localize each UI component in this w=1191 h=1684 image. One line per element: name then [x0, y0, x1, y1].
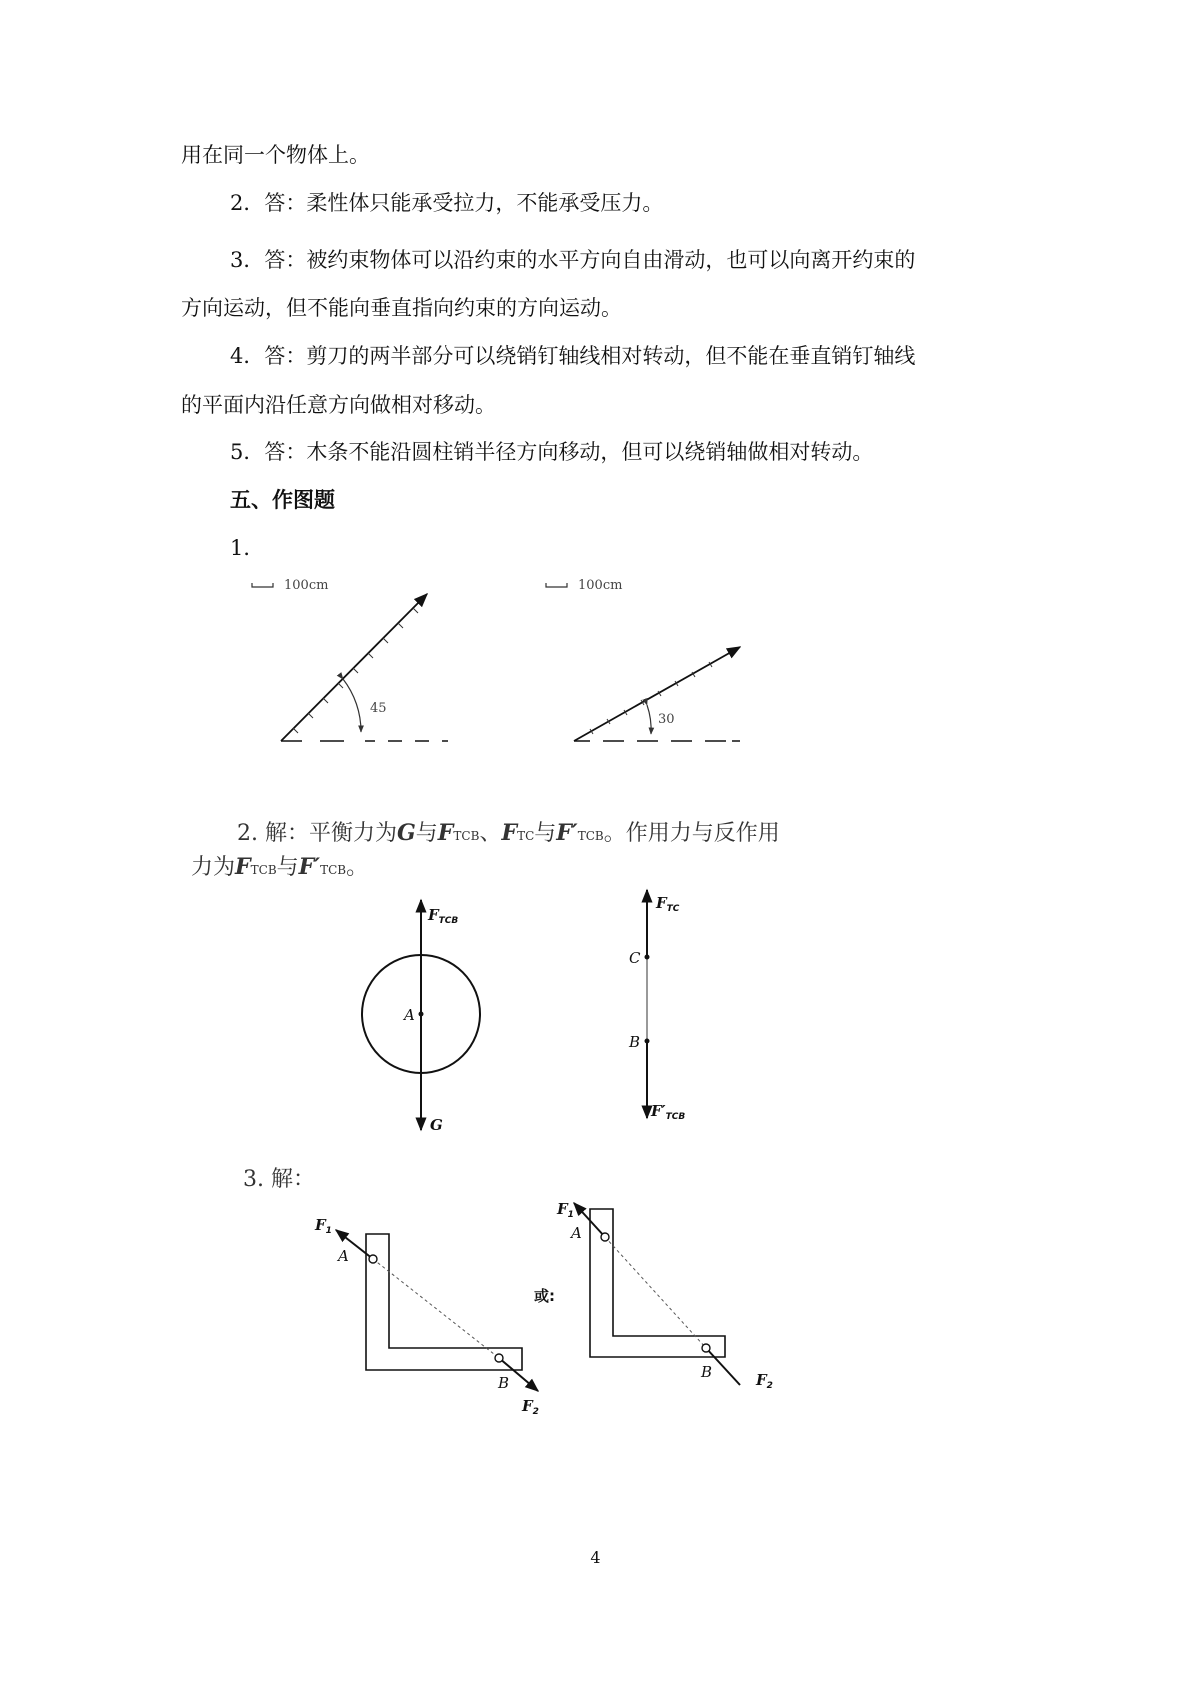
force-vector-30	[574, 647, 740, 741]
scale-bar	[546, 583, 567, 587]
free-body-figure	[0, 880, 1191, 1150]
label-c: C	[629, 949, 641, 967]
question-2-line1: 2. 解：平衡力为G与FTCB、FTC与F′TCB。作用力与反作用	[237, 820, 780, 846]
label-f2: $F_2$	[756, 1371, 773, 1391]
label-ftcb: $F_{TCB}$	[428, 906, 459, 926]
question-3-label: 3. 解：	[243, 1167, 315, 1192]
point-a	[419, 1012, 424, 1017]
angle-label-45: 45	[370, 701, 387, 716]
bracket-case-1	[314, 1216, 539, 1417]
label-a: A	[338, 1247, 349, 1265]
answer-2: 2．答：柔性体只能承受拉力，不能承受压力。	[230, 191, 664, 215]
label-b: B	[498, 1374, 510, 1392]
label-b: B	[629, 1033, 641, 1051]
rod-diagram	[628, 890, 685, 1122]
para-continuation: 用在同一个物体上。	[181, 143, 370, 167]
answer-4-line1: 4．答：剪刀的两半部分可以绕销钉轴线相对转动，但不能在垂直销钉轴线	[230, 344, 916, 368]
pin-a	[601, 1233, 609, 1241]
label-f1: $F_1$	[315, 1216, 332, 1236]
point-c	[645, 955, 650, 960]
angle-arc-30	[647, 705, 651, 734]
pin-b	[702, 1344, 710, 1352]
label-f1: $F_1$	[557, 1200, 574, 1220]
label-a: A	[571, 1224, 582, 1242]
question-1-number: 1．	[230, 536, 265, 560]
l-bracket	[590, 1209, 725, 1357]
answer-4-line2: 的平面内沿任意方向做相对移动。	[181, 393, 496, 417]
answer-3-line1: 3．答：被约束物体可以沿约束的水平方向自由滑动，也可以向离开约束的	[230, 248, 916, 272]
bracket-case-2	[556, 1200, 773, 1391]
force-vector-45	[281, 594, 427, 741]
point-b	[645, 1039, 650, 1044]
vector-ticks	[293, 608, 418, 733]
label-f2: $F_2$	[522, 1397, 539, 1417]
l-bracket	[366, 1234, 522, 1370]
label-ftc: $F_{TC}$	[656, 894, 680, 914]
pin-a	[369, 1255, 377, 1263]
label-ftcb-prime: $F'_{TCB}$	[651, 1102, 686, 1122]
section-heading: 五、作图题	[230, 487, 335, 512]
scale-label: 100cm	[578, 578, 623, 593]
page-number: 4	[590, 1548, 601, 1567]
line-ab	[605, 1237, 706, 1348]
sphere-diagram	[362, 900, 480, 1134]
angle-arc-45	[343, 679, 361, 732]
label-g: G	[430, 1116, 443, 1134]
label-a: A	[404, 1006, 415, 1024]
force-vector-figure	[0, 0, 1191, 780]
answer-5: 5．答：木条不能沿圆柱销半径方向移动，但可以绕销轴做相对转动。	[230, 440, 874, 464]
scale-bar	[252, 583, 273, 587]
vector-45-diagram	[252, 578, 448, 741]
line-ab	[373, 1259, 499, 1358]
answer-3-line2: 方向运动，但不能向垂直指向约束的方向运动。	[181, 296, 622, 320]
vector-30-diagram	[546, 578, 740, 741]
question-2-line2: 力为FTCB与F′TCB。	[191, 854, 369, 880]
scale-label: 100cm	[284, 578, 329, 593]
angle-label-30: 30	[658, 712, 675, 727]
label-b: B	[701, 1363, 713, 1381]
bracket-figure	[0, 1190, 1191, 1430]
or-label: 或:	[534, 1287, 555, 1305]
pin-b	[495, 1354, 503, 1362]
